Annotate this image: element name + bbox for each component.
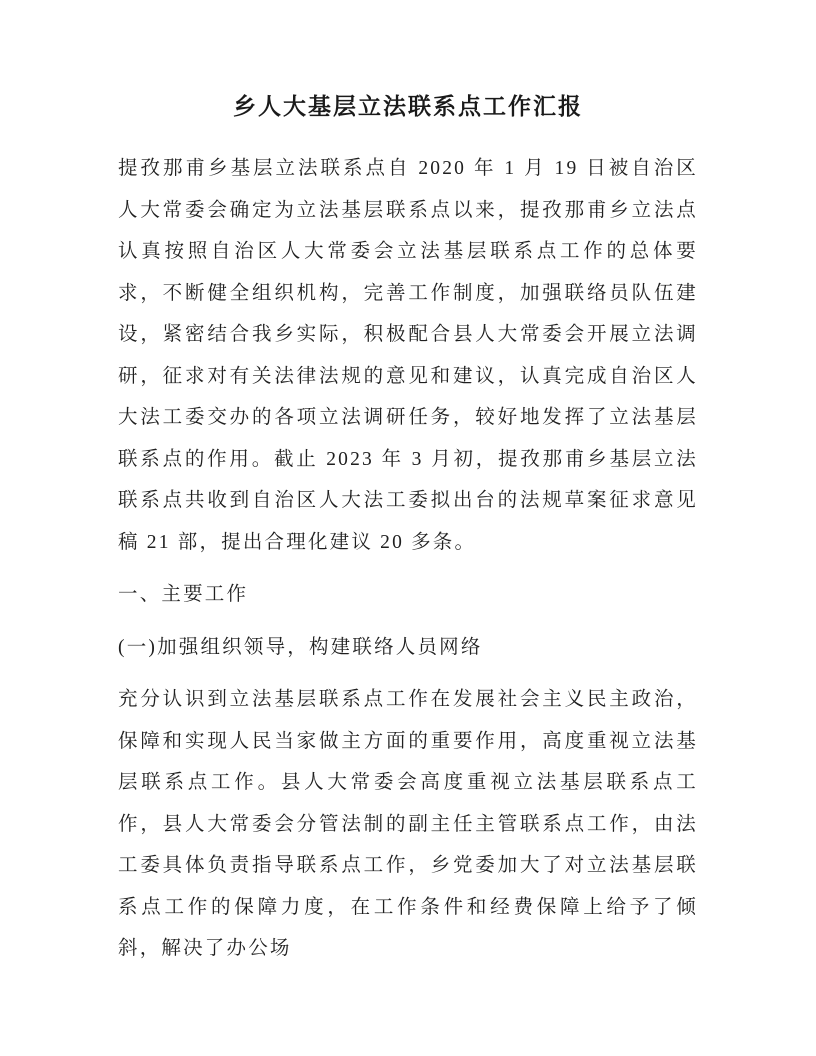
section-1-sub-1-heading: (一)加强组织领导，构建联络人员网络 [118, 636, 483, 658]
section-1-heading: 一、主要工作 [118, 584, 249, 605]
document-title: 乡人大基层立法联系点工作汇报 [233, 94, 583, 119]
section-1-sub-1-paragraph: 充分认识到立法基层联系点工作在发展社会主义民主政治，保障和实现人民当家做主方面的重要作用，高度重视立法基层联系点工作。县人大常委会高度重视立法基层联系点工作，县人大常委会分管法制的副主任主管联系点工作，由法工委具体负责指导联系点工作，乡党委加大了对立法基层联系点工作的保障力度，在工作条件和经费保障上给予了倾斜，解决了办公场 [118, 689, 698, 959]
intro-paragraph: 提孜那甫乡基层立法联系点自 2020 年 1 月 19 日被自治区人大常委会确定为立法基层联系点以来，提孜那甫乡立法点认真按照自治区人大常委会立法基层联系点工作的总体要求，不断健全组织机构，完善工作制度，加强联络员队伍建设，紧密结合我乡实际，积极配合县人大常委会开展立法调研，征求对有关法律法规的意见和建议，认真完成自治区人大法工委交办的各项立法调研任务，较好地发挥了立法基层联系点的作用。截止 2023 年 3 月初，提孜那甫乡基层立法联系点共收到自治区人大法工委拟出台的法规草案征求意见稿 21 部，提出合理化建议 20 多条。 [118, 158, 698, 553]
document-content [118, 86, 698, 981]
